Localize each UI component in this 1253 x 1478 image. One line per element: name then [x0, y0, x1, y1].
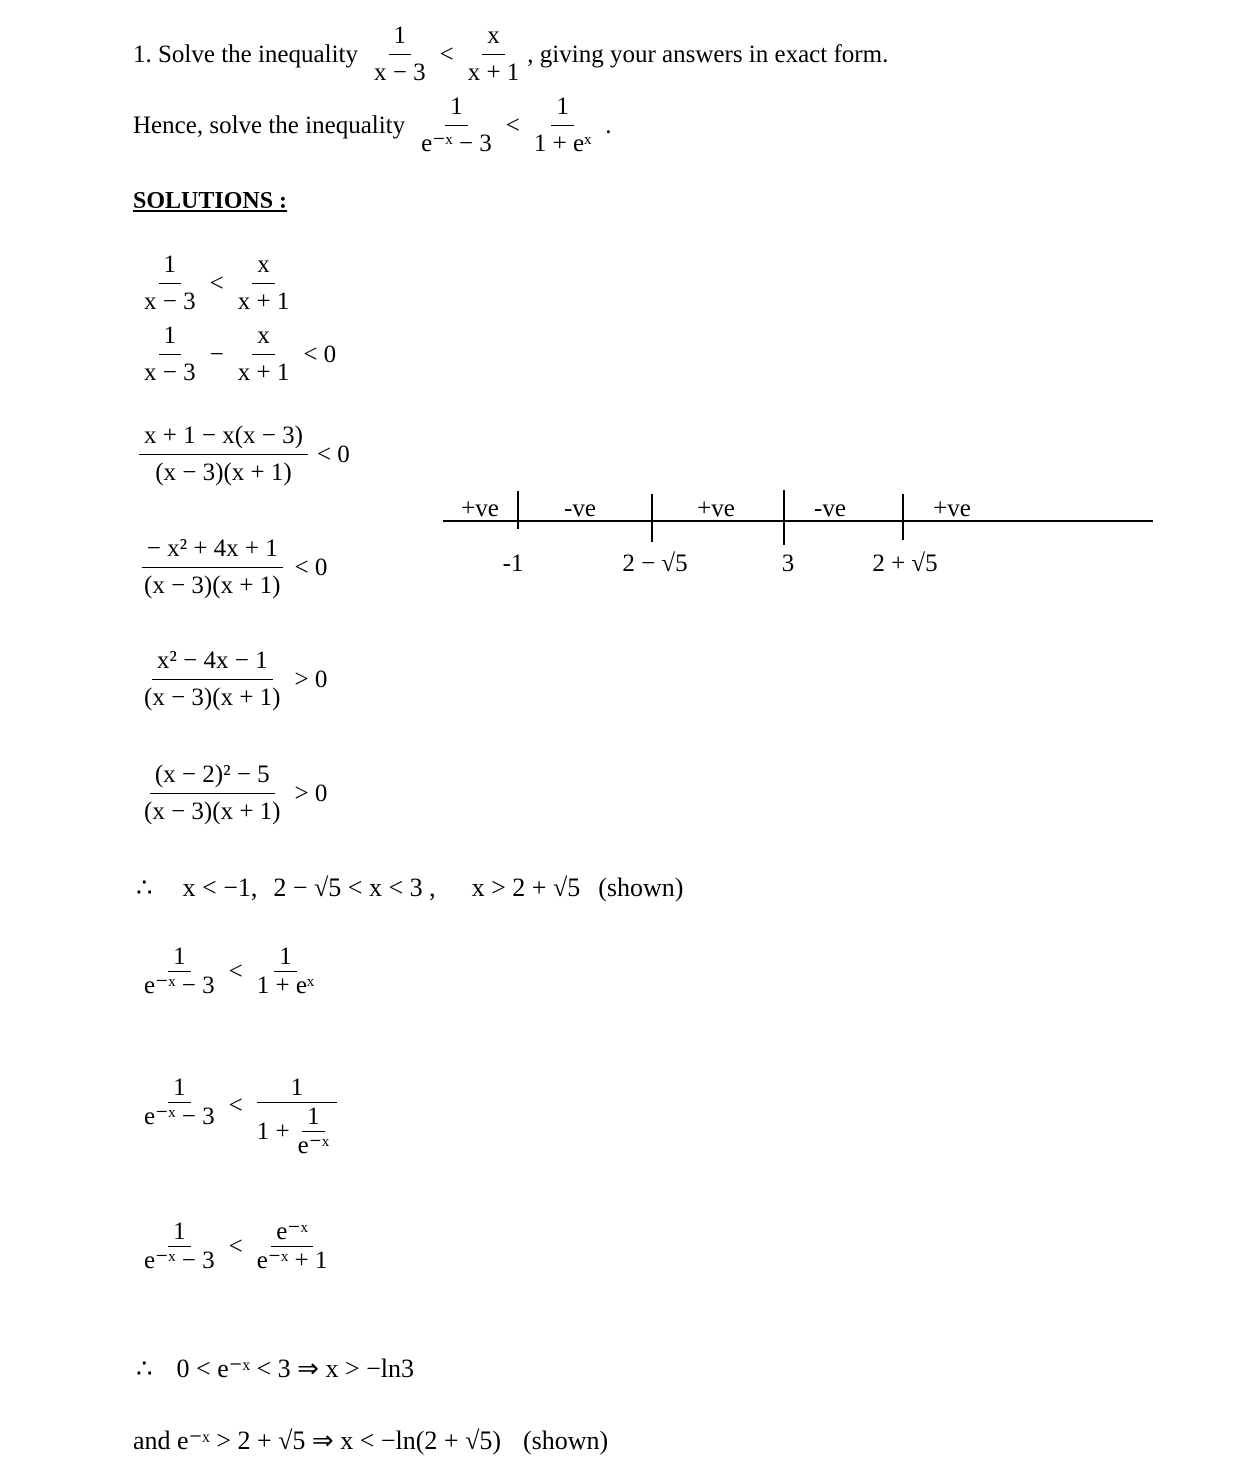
therefore-symbol: ∴	[136, 1354, 153, 1383]
denominator: x + 1	[237, 359, 290, 386]
shown-note: (shown)	[523, 1426, 609, 1455]
numerator: 1	[389, 18, 412, 55]
tick-mark	[783, 490, 785, 545]
fraction	[233, 318, 295, 391]
sign-label: +ve	[933, 495, 971, 522]
denominator: x + 1	[467, 59, 520, 86]
operator: <	[228, 1232, 243, 1260]
denominator: x − 3	[144, 288, 196, 315]
numerator: − x² + 4x + 1	[142, 531, 283, 568]
numerator: 1	[274, 943, 297, 972]
inner-fraction	[293, 1103, 335, 1160]
numerator: x² − 4x − 1	[152, 643, 273, 680]
denominator: e⁻ˣ − 3	[144, 1103, 215, 1130]
critical-value: 3	[781, 550, 795, 577]
tick-mark	[517, 491, 519, 529]
therefore-symbol: ∴	[136, 873, 153, 902]
numerator: 1	[445, 89, 468, 126]
fraction	[252, 943, 319, 1000]
question-line-1	[133, 18, 888, 91]
relation: > 0	[294, 665, 328, 693]
denominator: e⁻ˣ − 3	[421, 130, 492, 157]
question-line-2	[133, 89, 612, 162]
numerator: (x − 2)² − 5	[150, 757, 275, 794]
numerator: 1	[168, 943, 191, 972]
denominator: x − 3	[373, 59, 426, 86]
fraction	[139, 1218, 220, 1275]
critical-value: 2 + √5	[872, 550, 938, 577]
numerator: x	[252, 247, 275, 284]
step-5	[136, 643, 333, 716]
sign-label: +ve	[697, 495, 735, 522]
step-8	[136, 1074, 345, 1160]
relation: < 0	[294, 553, 328, 581]
numerator: 1	[159, 318, 182, 355]
solution-part: 2 − √5 < x < 3 ,	[273, 873, 436, 902]
numerator: 1	[257, 1074, 337, 1103]
denominator: (x − 3)(x + 1)	[155, 459, 292, 486]
fraction	[139, 318, 201, 391]
fraction	[139, 643, 286, 716]
operator: <	[228, 1092, 243, 1119]
step-2	[136, 318, 342, 391]
operator: <	[439, 40, 454, 68]
fraction	[139, 418, 308, 491]
numerator: e⁻ˣ	[271, 1218, 313, 1247]
shown-note: (shown)	[598, 873, 684, 902]
step-6	[136, 757, 333, 830]
fraction	[369, 18, 431, 91]
numerator: 1	[168, 1218, 191, 1247]
sign-label: -ve	[564, 495, 596, 522]
operator: −	[209, 340, 224, 368]
numerator: 1	[551, 89, 574, 126]
critical-value: 2 − √5	[622, 550, 688, 577]
relation: < 0	[316, 440, 350, 468]
step-7	[136, 943, 322, 1000]
numerator: 1	[302, 1103, 325, 1132]
operator: <	[228, 957, 243, 985]
numerator: x	[482, 18, 505, 55]
number-line-axis	[443, 520, 1153, 522]
compound-fraction	[252, 1074, 342, 1160]
solution-part: x > 2 + √5	[471, 873, 581, 902]
denominator: e⁻ˣ − 3	[144, 972, 215, 999]
fraction	[139, 757, 286, 830]
relation: > 0	[294, 779, 328, 807]
denominator: e⁻ˣ + 1	[256, 1247, 328, 1274]
fraction	[416, 89, 497, 162]
operator: <	[505, 111, 520, 139]
denominator-prefix: 1 +	[256, 1117, 290, 1145]
fraction	[529, 89, 596, 162]
fraction	[463, 18, 525, 91]
fraction	[252, 1218, 333, 1275]
question-tail: , giving your answers in exact form.	[527, 40, 889, 68]
numerator: 1	[168, 1074, 191, 1103]
numerator: x + 1 − x(x − 3)	[139, 418, 308, 455]
conclusion-3	[133, 1426, 608, 1456]
denominator	[252, 1103, 342, 1160]
tick-mark	[651, 494, 653, 542]
numerator: 1	[159, 247, 182, 284]
fraction	[139, 247, 201, 320]
fraction	[139, 943, 220, 1000]
sign-label: -ve	[814, 495, 846, 522]
hence-text: Hence, solve the inequality	[133, 111, 406, 139]
denominator: e⁻ˣ	[297, 1132, 330, 1159]
conclusion-2	[136, 1354, 414, 1384]
denominator: 1 + eˣ	[533, 130, 592, 157]
sign-label: +ve	[461, 495, 499, 522]
solutions-heading: SOLUTIONS :	[133, 188, 288, 214]
solution-part: and e⁻ˣ > 2 + √5 ⇒ x < −ln(2 + √5)	[133, 1426, 501, 1455]
step-4	[136, 531, 333, 604]
denominator: x + 1	[237, 288, 290, 315]
period: .	[605, 111, 612, 139]
critical-value: -1	[502, 550, 524, 577]
conclusion-1	[136, 873, 683, 903]
step-1	[136, 247, 297, 320]
solution-part: x < −1,	[182, 873, 258, 902]
fraction	[139, 1074, 220, 1131]
denominator: (x − 3)(x + 1)	[144, 798, 281, 825]
numerator: x	[252, 318, 275, 355]
denominator: x − 3	[144, 359, 196, 386]
denominator: e⁻ˣ − 3	[144, 1247, 215, 1274]
relation: < 0	[303, 340, 337, 368]
tick-mark	[902, 494, 904, 540]
operator: <	[209, 269, 224, 297]
denominator: 1 + eˣ	[256, 972, 315, 999]
question-text: 1. Solve the inequality	[133, 40, 358, 68]
step-3	[136, 418, 356, 491]
fraction	[139, 531, 286, 604]
denominator: (x − 3)(x + 1)	[144, 572, 281, 599]
step-9	[136, 1218, 335, 1275]
fraction	[233, 247, 295, 320]
solution-part: 0 < e⁻ˣ < 3 ⇒ x > −ln3	[176, 1354, 414, 1383]
denominator: (x − 3)(x + 1)	[144, 684, 281, 711]
